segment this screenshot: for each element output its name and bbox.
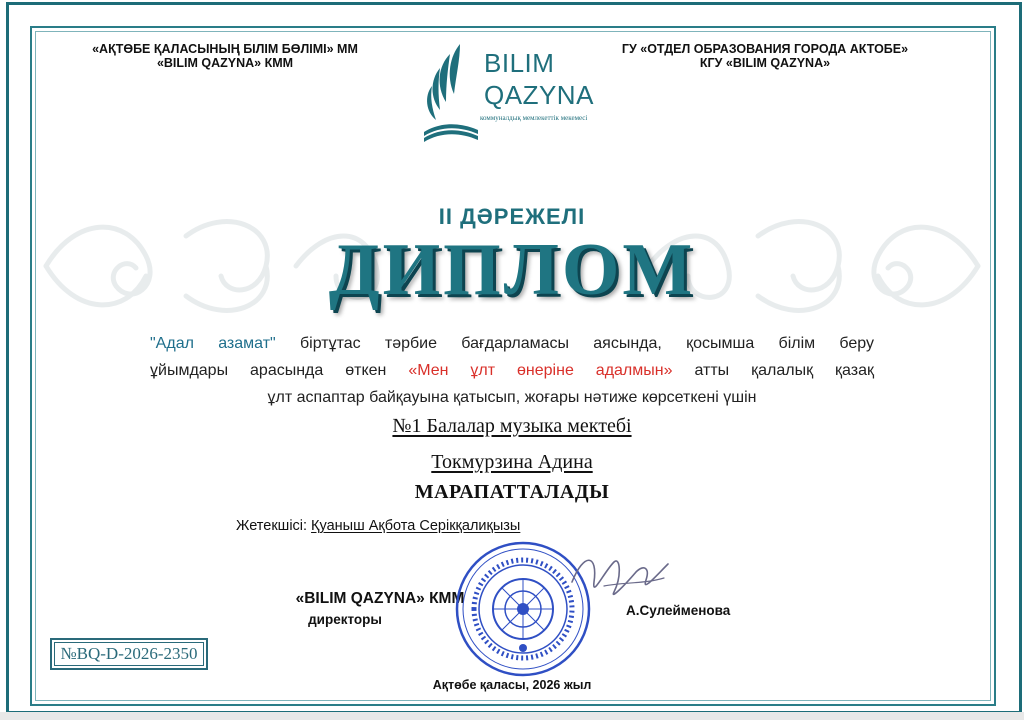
signer-position: директоры [308,612,382,627]
award-reason [150,330,874,411]
issuer-kazakh-line1: «АҚТӨБЕ ҚАЛАСЫНЫҢ БІЛІМ БӨЛІМІ» ММ [92,42,358,56]
supervisor [236,518,520,534]
student-name: Токмурзина Адина [431,451,593,473]
school-name: №1 Балалар музыка мектебі [392,415,632,437]
reason-line-1: "Адал азамат" біртұтас тәрбие бағдарламасы аясында, қосымша білім беру [150,335,874,352]
document-number: №BQ-D-2026-2350 [50,638,208,670]
reason-line-3: ұлт аспаптар байқауына қатысып, жоғары нәтиже көрсеткені үшін [267,389,757,406]
issuer-russian-line1: ГУ «ОТДЕЛ ОБРАЗОВАНИЯ ГОРОДА АКТОБЕ» [621,42,909,56]
issuer-russian [590,42,940,70]
diploma-title: ДИПЛОМ [328,229,696,311]
issuer-kazakh [50,42,400,70]
city-year: Ақтөбе қаласы, 2026 жыл [432,678,592,692]
issuer-russian-line2: КГУ «BILIM QAZYNA» [699,56,831,70]
awarded-text: МАРАПАТТАЛАДЫ [414,481,610,503]
signer-name: А.Сулейменова [626,603,731,618]
book-leaves-icon [420,36,490,146]
contest-name: «Мен ұлт өнеріне адалмын» [408,362,673,379]
reason-line-2: ұйымдары арасында өткен «Мен ұлт өнеріне адалмын» атты қалалық қазақ [150,362,874,379]
bilim-qazyna-logo [420,36,610,146]
degree-title: II ДӘРЕЖЕЛІ [438,204,586,229]
supervisor-name: Қуаныш Ақбота Серікқалиқызы [311,518,521,534]
logo-tagline: коммуналдық мемлекеттік мекемесі [480,114,588,122]
issuer-kazakh-line2: «BILIM QAZYNA» КММ [156,56,294,70]
page-shadow [0,712,1024,720]
logo-word-qazyna: QAZYNA [484,80,594,110]
program-name: "Адал азамат" [150,335,276,352]
handwritten-signature [564,542,674,612]
logo-word-bilim: BILIM [484,48,555,78]
signing-organization: «BILIM QAZYNA» КММ [295,590,465,607]
supervisor-label: Жетекшісі: [236,518,308,534]
